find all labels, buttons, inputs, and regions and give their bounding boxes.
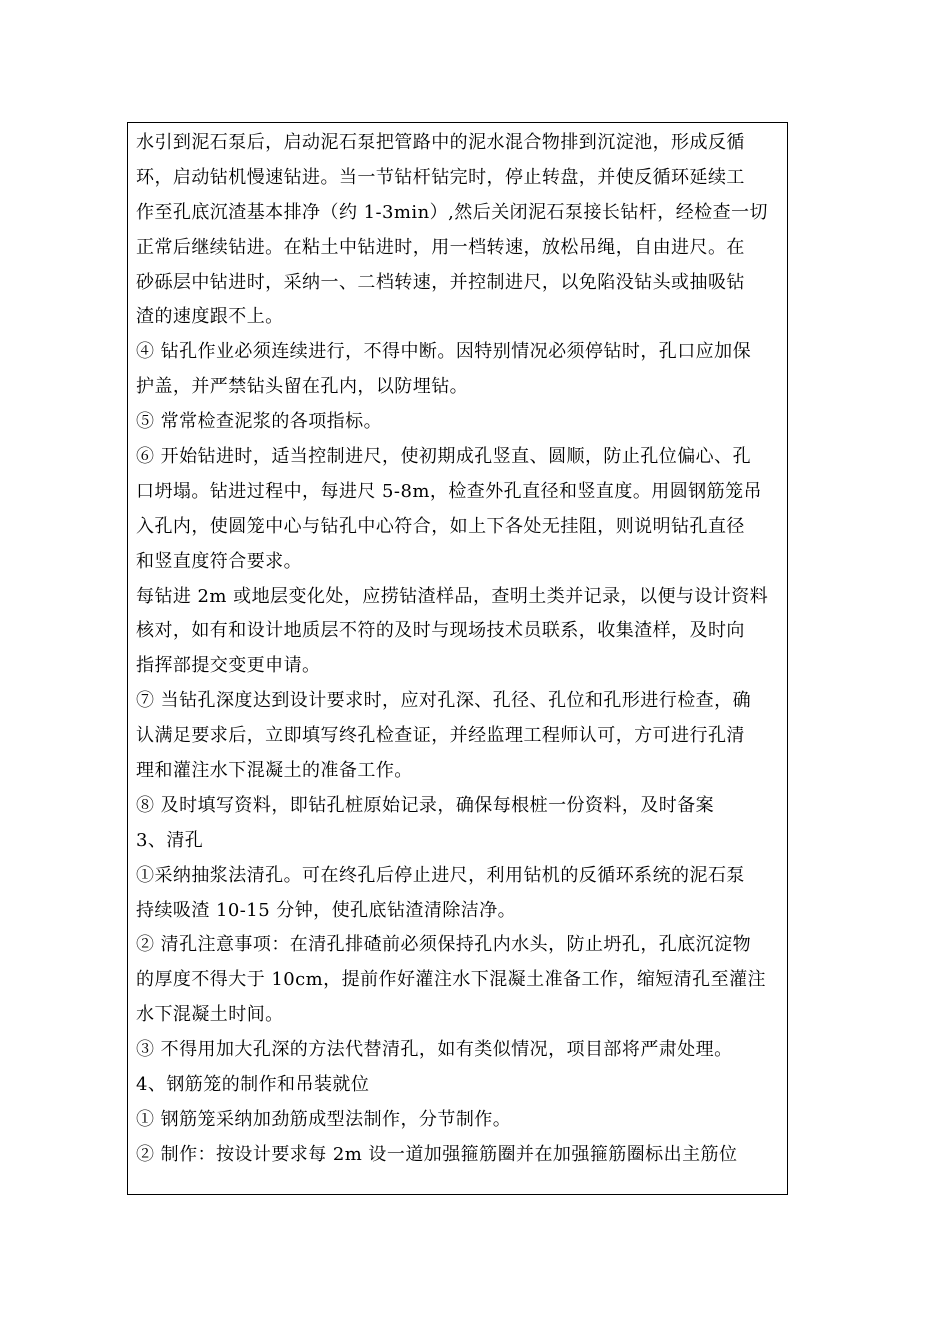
section-heading-4: 4、钢筋笼的制作和吊装就位	[136, 1074, 370, 1096]
text-line-7: ④ 钻孔作业必须连续进行，不得中断。因特别情况必须停钻时，孔口应加保	[136, 341, 752, 363]
text-line-23: 持续吸渣 10-15 分钟，使孔底钻渣清除洁净。	[136, 899, 517, 921]
document-body	[136, 126, 784, 1173]
text-line-6: 渣的速度跟不上。	[136, 306, 284, 328]
text-line-27: ③ 不得用加大孔深的方法代替清孔，如有类似情况，项目部将严肃处理。	[136, 1039, 733, 1061]
text-line-9: ⑤ 常常检查泥浆的各项指标。	[136, 411, 383, 433]
text-line-11: 口坍塌。钻进过程中，每进尺 5-8m，检查外孔直径和竖直度。用圆钢筋笼吊	[136, 480, 762, 502]
text-line-29: ① 钢筋笼采纳加劲筋成型法制作，分节制作。	[136, 1108, 512, 1130]
text-line-20: ⑧ 及时填写资料，即钻孔桩原始记录，确保每根桩一份资料，及时备案	[136, 794, 715, 816]
text-line-18: 认满足要求后，立即填写终孔检查证，并经监理工程师认可，方可进行孔清	[136, 725, 745, 747]
text-line-10: ⑥ 开始钻进时，适当控制进尺，使初期成孔竖直、圆顺，防止孔位偏心、孔	[136, 446, 752, 468]
text-line-19: 理和灌注水下混凝土的准备工作。	[136, 760, 413, 782]
text-line-5: 砂砾层中钻进时，采纳一、二档转速，并控制进尺，以免陷没钻头或抽吸钻	[136, 271, 745, 293]
text-line-15: 核对，如有和设计地质层不符的及时与现场技术员联系，收集渣样，及时向	[136, 620, 745, 642]
text-line-26: 水下混凝土时间。	[136, 1004, 284, 1026]
text-line-2: 环，启动钻机慢速钻进。当一节钻杆钻完时，停止转盘，并使反循环延续工	[136, 166, 745, 188]
section-heading-3: 3、清孔	[136, 829, 204, 851]
text-line-24: ② 清孔注意事项：在清孔排碴前必须保持孔内水头，防止坍孔，孔底沉淀物	[136, 934, 752, 956]
text-line-12: 入孔内，使圆笼中心与钻孔中心符合，如上下各处无挂阻，则说明钻孔直径	[136, 515, 745, 537]
text-line-22: ①采纳抽浆法清孔。可在终孔后停止进尺，利用钻机的反循环系统的泥石泵	[136, 864, 745, 886]
text-line-25: 的厚度不得大于 10cm，提前作好灌注水下混凝土准备工作，缩短清孔至灌注	[136, 969, 766, 991]
text-line-17: ⑦ 当钻孔深度达到设计要求时，应对孔深、孔径、孔位和孔形进行检查，确	[136, 690, 752, 712]
text-line-1: 水引到泥石泵后，启动泥石泵把管路中的泥水混合物排到沉淀池，形成反循	[136, 132, 745, 153]
text-line-14: 每钻进 2m 或地层变化处，应捞钻渣样品，查明土类并记录，以便与设计资料	[136, 585, 769, 607]
text-line-4: 正常后继续钻进。在粘土中钻进时，用一档转速，放松吊绳，自由进尺。在	[136, 236, 745, 258]
text-line-30: ② 制作：按设计要求每 2m 设一道加强箍筋圈并在加强箍筋圈标出主筋位	[136, 1143, 738, 1165]
document-frame	[127, 122, 788, 1195]
text-line-16: 指挥部提交变更申请。	[136, 655, 321, 677]
text-line-3: 作至孔底沉渣基本排净（约 1-3min）,然后关闭泥石泵接长钻杆，经检查一切	[136, 201, 768, 223]
text-line-13: 和竖直度符合要求。	[136, 550, 303, 572]
text-line-8: 护盖，并严禁钻头留在孔内，以防埋钻。	[136, 376, 469, 398]
